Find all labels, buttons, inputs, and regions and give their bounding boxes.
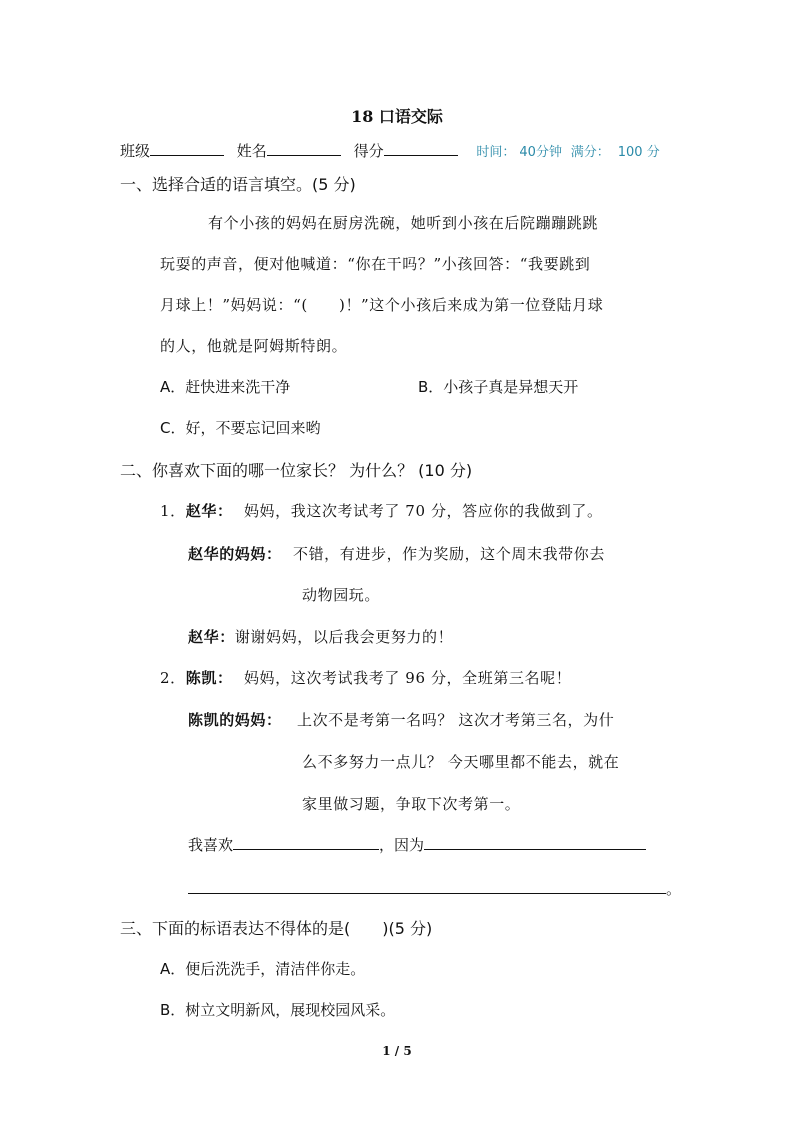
option-a[interactable]: A．赶快进来洗干净 — [160, 378, 291, 396]
dialogue-line — [160, 667, 571, 688]
answer-line-2 — [188, 878, 681, 899]
option-b[interactable]: B．小孩子真是异想天开 — [418, 378, 579, 396]
option-b[interactable]: B．树立文明新风，展现校园风采。 — [160, 1001, 396, 1019]
dialogue-line — [188, 626, 453, 647]
answer-because: ，因为 — [379, 836, 425, 854]
score-blank[interactable] — [384, 141, 458, 156]
section1-heading: 一、选择合适的语言填空。(5 分) — [120, 175, 356, 194]
student-info-line — [120, 140, 660, 161]
item-number: 1． — [160, 502, 186, 520]
speaker-name: 赵华： — [185, 502, 233, 520]
passage-line: 有个小孩的妈妈在厨房洗碗，她听到小孩在后院蹦蹦跳跳 — [208, 214, 599, 232]
passage-line: 玩耍的声音，便对他喊道：“你在干吗？”小孩回答：“我要跳到 — [160, 255, 591, 273]
dialogue-text: 谢谢妈妈，以后我会更努力的！ — [234, 628, 454, 646]
dialogue-line — [188, 709, 614, 730]
passage-line: 月球上！”妈妈说：“( )！”这个小孩后来成为第一位登陆月球 — [160, 296, 604, 314]
time-label: 时间： — [476, 145, 516, 160]
speaker-name: 陈凯的妈妈： — [188, 711, 282, 729]
option-c[interactable]: C．好，不要忘记回来哟 — [160, 419, 321, 437]
option-a[interactable]: A．便后洗洗手，清洁伴你走。 — [160, 960, 366, 978]
answer-end: 。 — [666, 880, 682, 898]
page-title: 18 口语交际 — [351, 107, 443, 126]
dialogue-continuation: 家里做习题，争取下次考第一。 — [302, 795, 521, 813]
dialogue-text: 不错，有进步，作为奖励，这个周末我带你去 — [292, 545, 605, 563]
dialogue-line — [160, 500, 603, 521]
passage-line: 的人，他就是阿姆斯特朗。 — [160, 337, 348, 355]
dialogue-text: 妈妈，这次考试我考了 96 分，全班第三名呢！ — [243, 669, 572, 687]
dialogue-continuation: 么不多努力一点儿？ 今天哪里都不能去，就在 — [302, 753, 620, 771]
reason-blank-continued[interactable] — [188, 879, 666, 894]
full-score-value: 100 分 — [617, 145, 660, 160]
score-label: 得分 — [353, 142, 384, 160]
class-label: 班级 — [120, 142, 151, 160]
class-blank[interactable] — [150, 141, 224, 156]
full-score-label: 满分： — [570, 145, 610, 160]
speaker-name: 赵华： — [188, 628, 235, 646]
section3-heading: 三、下面的标语表达不得体的是( )(5 分) — [120, 919, 433, 938]
time-value: 40分钟 — [519, 145, 562, 160]
answer-prefix: 我喜欢 — [188, 836, 234, 854]
item-number: 2． — [160, 669, 186, 687]
page-number: 1 / 5 — [382, 1044, 412, 1058]
name-blank[interactable] — [267, 141, 341, 156]
dialogue-line — [188, 543, 605, 564]
dialogue-continuation: 动物园玩。 — [302, 586, 381, 604]
reason-blank[interactable] — [424, 835, 646, 850]
section2-heading: 二、你喜欢下面的哪一位家长？ 为什么？ (10 分) — [120, 461, 473, 480]
speaker-name: 陈凯： — [185, 669, 233, 687]
dialogue-text: 上次不是考第一名吗？ 这次才考第三名，为什 — [296, 711, 615, 729]
dialogue-text: 妈妈，我这次考试考了 70 分，答应你的我做到了。 — [243, 502, 603, 520]
name-label: 姓名 — [236, 142, 267, 160]
preference-blank[interactable] — [233, 835, 379, 850]
answer-line — [188, 834, 646, 855]
speaker-name: 赵华的妈妈： — [188, 545, 282, 563]
